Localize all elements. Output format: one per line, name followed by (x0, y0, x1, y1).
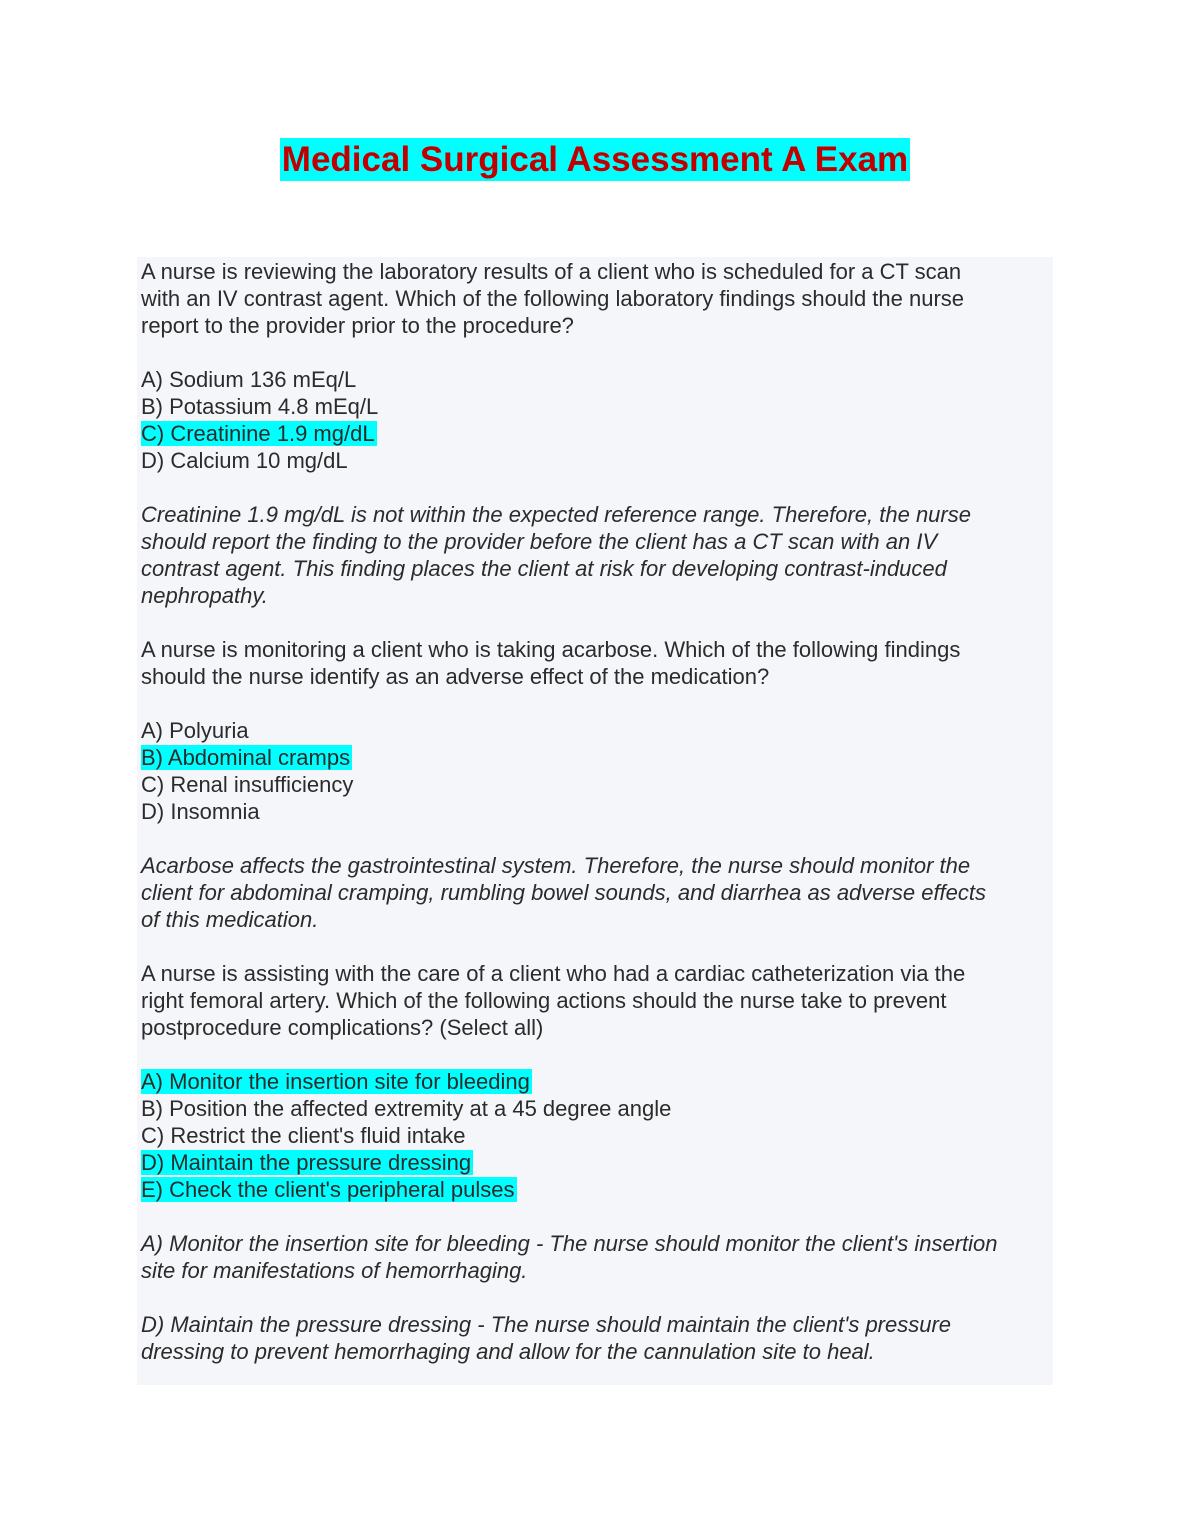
question-3-rationale-a (141, 1230, 1053, 1284)
question-2-stem (141, 636, 1053, 690)
question-text-line: A nurse is reviewing the laboratory results of a client who is scheduled for a CT scan (141, 259, 962, 284)
rationale-line: client for abdominal cramping, rumbling bowel sounds, and diarrhea as adverse effects (141, 880, 987, 905)
answer-option-correct: A) Monitor the insertion site for bleeding (141, 1069, 530, 1094)
answer-option-correct: D) Maintain the pressure dressing (141, 1150, 472, 1175)
answer-option: C) Restrict the client's fluid intake (141, 1123, 466, 1148)
answer-option: A) Sodium 136 mEq/L (141, 367, 357, 392)
rationale-line: site for manifestations of hemorrhaging. (141, 1258, 528, 1283)
answer-option: A) Polyuria (141, 718, 249, 743)
rationale-line: should report the finding to the provider before the client has a CT scan with an IV (141, 529, 938, 554)
rationale-line: D) Maintain the pressure dressing - The nurse should maintain the client's pressure (141, 1312, 952, 1337)
answer-option-correct: B) Abdominal cramps (141, 745, 351, 770)
title-container (0, 138, 1190, 181)
exam-content (137, 257, 1053, 1385)
question-1-options (141, 366, 1053, 474)
question-text-line: right femoral artery. Which of the following actions should the nurse take to prevent (141, 988, 947, 1013)
rationale-line: of this medication. (141, 907, 319, 932)
rationale-line: contrast agent. This finding places the client at risk for developing contrast-induced (141, 556, 947, 581)
answer-option: C) Renal insufficiency (141, 772, 354, 797)
question-2-rationale (141, 852, 1053, 933)
question-text-line: A nurse is monitoring a client who is taking acarbose. Which of the following findings (141, 637, 961, 662)
question-text-line: should the nurse identify as an adverse effect of the medication? (141, 664, 770, 689)
answer-option: B) Position the affected extremity at a 45 degree angle (141, 1096, 672, 1121)
page-title: Medical Surgical Assessment A Exam (281, 140, 909, 179)
question-text-line: postprocedure complications? (Select all) (141, 1015, 544, 1040)
question-3-stem (141, 960, 1053, 1041)
question-text-line: report to the provider prior to the procedure? (141, 313, 574, 338)
rationale-line: dressing to prevent hemorrhaging and allow for the cannulation site to heal. (141, 1339, 875, 1364)
rationale-line: Acarbose affects the gastrointestinal system. Therefore, the nurse should monitor the (141, 853, 971, 878)
question-text-line: with an IV contrast agent. Which of the following laboratory findings should the nurse (141, 286, 965, 311)
answer-option-correct: C) Creatinine 1.9 mg/dL (141, 421, 375, 446)
answer-option: D) Calcium 10 mg/dL (141, 448, 348, 473)
question-1-rationale (141, 501, 1053, 609)
answer-option: D) Insomnia (141, 799, 260, 824)
answer-option-correct: E) Check the client's peripheral pulses (141, 1177, 515, 1202)
question-text-line: A nurse is assisting with the care of a client who had a cardiac catheterization via the (141, 961, 966, 986)
answer-option: B) Potassium 4.8 mEq/L (141, 394, 379, 419)
rationale-line: nephropathy. (141, 583, 268, 608)
question-3-options (141, 1068, 1053, 1203)
rationale-line: A) Monitor the insertion site for bleeding - The nurse should monitor the client's insertion (141, 1231, 998, 1256)
question-2-options (141, 717, 1053, 825)
rationale-line: Creatinine 1.9 mg/dL is not within the expected reference range. Therefore, the nurse (141, 502, 971, 527)
question-1-stem (141, 258, 1053, 339)
question-3-rationale-d (141, 1311, 1053, 1365)
